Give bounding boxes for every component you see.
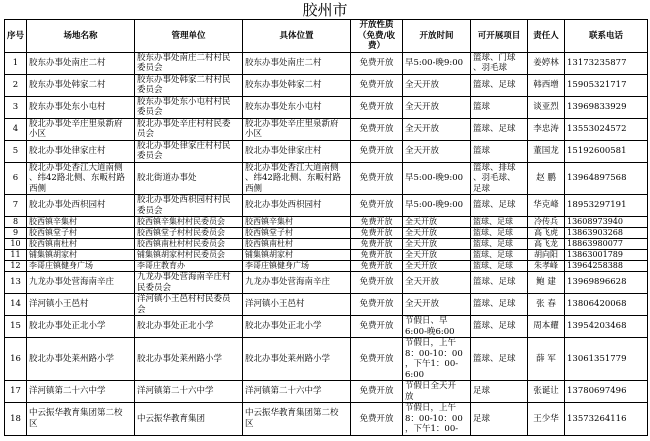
cell-unit: 铺集镇胡家村村民委员会 — [135, 250, 243, 261]
cell-phone: 13061351779 — [565, 338, 648, 381]
cell-phone: 13806420068 — [565, 294, 648, 316]
cell-name: 洋河镇第二十六中学 — [27, 381, 135, 403]
cell-time: 早5:00-晚9:00 — [403, 162, 471, 195]
cell-location: 胶北办事处莱州路小学 — [243, 338, 351, 381]
cell-phone: 13954203468 — [565, 316, 648, 338]
cell-person: 董国龙 — [528, 140, 565, 162]
cell-unit: 胶北办事处西枳园村村民 委员会 — [135, 195, 243, 217]
cell-projects: 篮球、足球 — [471, 294, 528, 316]
table-row — [5, 338, 648, 381]
cell-phone: 13780697496 — [565, 381, 648, 403]
header-unit: 管理单位 — [135, 20, 243, 53]
cell-person: 张 春 — [528, 294, 565, 316]
cell-location: 李哥庄镇健身广场 — [243, 261, 351, 272]
cell-no: 2 — [5, 74, 27, 96]
cell-fee: 免费开放 — [351, 261, 403, 272]
table-body — [5, 52, 648, 435]
cell-person: 周本耀 — [528, 316, 565, 338]
cell-location: 胶西镇堂子村 — [243, 228, 351, 239]
cell-time: 早5:00-晚9:00 — [403, 52, 471, 74]
cell-projects: 篮球、门球 、羽毛球 — [471, 52, 528, 74]
cell-phone: 13969896628 — [565, 272, 648, 294]
cell-fee: 免费开放 — [351, 338, 403, 381]
cell-phone: 13964258388 — [565, 261, 648, 272]
cell-time: 节假日全天开 放 — [403, 381, 471, 403]
cell-phone: 13863903268 — [565, 228, 648, 239]
cell-name: 胶东办事处南庄二村 — [27, 52, 135, 74]
cell-location: 胶北办事处正北小学 — [243, 316, 351, 338]
cell-unit: 胶东办事处南庄二村村民 委员会 — [135, 52, 243, 74]
cell-person: 张诞让 — [528, 381, 565, 403]
cell-person: 薛 军 — [528, 338, 565, 381]
cell-unit: 胶西镇南杜村村民委员会 — [135, 239, 243, 250]
cell-person: 赵 鹏 — [528, 162, 565, 195]
cell-fee: 免费开放 — [351, 162, 403, 195]
cell-projects: 篮球、足球 — [471, 338, 528, 381]
cell-fee: 免费开放 — [351, 52, 403, 74]
cell-phone: 13553024572 — [565, 118, 648, 140]
cell-unit: 九龙办事处营海南辛庄村 民委员会 — [135, 272, 243, 294]
cell-fee: 免费开放 — [351, 403, 403, 436]
cell-unit: 胶西镇辛集村村民委员会 — [135, 217, 243, 228]
table-row — [5, 239, 648, 250]
cell-no: 18 — [5, 403, 27, 436]
table-row — [5, 195, 648, 217]
cell-projects: 篮球 — [471, 140, 528, 162]
cell-location: 洋河镇第二十六中学 — [243, 381, 351, 403]
table-row — [5, 140, 648, 162]
cell-person: 姜婷林 — [528, 52, 565, 74]
cell-location: 九龙办事处营海南辛庄 — [243, 272, 351, 294]
cell-time: 节假日，上午 8：00-10：00 ，下午1：00- — [403, 403, 471, 436]
cell-location: 铺集镇胡家村 — [243, 250, 351, 261]
cell-location: 胶北办事处香江大道南侧 、纬42路北侧、东畈村路 西侧 — [243, 162, 351, 195]
table-row — [5, 261, 648, 272]
cell-projects: 篮球、足球 — [471, 74, 528, 96]
cell-no: 8 — [5, 217, 27, 228]
cell-name: 胶北办事处莱州路小学 — [27, 338, 135, 381]
cell-location: 洋河镇小王邑村 — [243, 294, 351, 316]
cell-projects: 足球 — [471, 403, 528, 436]
cell-location: 胶北办事处西枳园村 — [243, 195, 351, 217]
cell-unit: 胶北办事处辛庄村村民委 员会 — [135, 118, 243, 140]
cell-name: 胶北办事处西枳园村 — [27, 195, 135, 217]
cell-name: 胶北办事处香江大道南侧 、纬42路北侧、东畈村路 西侧 — [27, 162, 135, 195]
cell-location: 胶北办事处律家庄村 — [243, 140, 351, 162]
cell-unit: 胶北办事处律家庄村村民 委员会 — [135, 140, 243, 162]
cell-time: 全天开放 — [403, 228, 471, 239]
cell-unit: 中云振华教育集团 — [135, 403, 243, 436]
cell-fee: 免费开放 — [351, 272, 403, 294]
cell-no: 4 — [5, 118, 27, 140]
cell-time: 全天开放 — [403, 140, 471, 162]
cell-name: 胶东办事处东小屯村 — [27, 96, 135, 118]
venue-table — [4, 19, 648, 436]
cell-time: 全天开放 — [403, 261, 471, 272]
cell-projects: 足球 — [471, 381, 528, 403]
cell-no: 1 — [5, 52, 27, 74]
header-fee: 开放性质 （免费/收 费） — [351, 20, 403, 53]
cell-projects: 篮球、足球 — [471, 118, 528, 140]
cell-location: 胶西镇辛集村 — [243, 217, 351, 228]
cell-projects: 篮球、足球 — [471, 228, 528, 239]
cell-person: 李忠涛 — [528, 118, 565, 140]
cell-name: 胶西镇辛集村 — [27, 217, 135, 228]
cell-fee: 免费开放 — [351, 316, 403, 338]
cell-location: 胶北办事处辛庄里泉新府 小区 — [243, 118, 351, 140]
cell-no: 11 — [5, 250, 27, 261]
cell-phone: 15905321717 — [565, 74, 648, 96]
cell-location: 中云振华教育集团第二校 区 — [243, 403, 351, 436]
cell-phone: 13863001789 — [565, 250, 648, 261]
table-row — [5, 52, 648, 74]
table-row — [5, 217, 648, 228]
header-row — [5, 20, 648, 53]
cell-person: 王少华 — [528, 403, 565, 436]
cell-fee: 免费开放 — [351, 96, 403, 118]
table-row — [5, 294, 648, 316]
cell-person: 高飞龙 — [528, 239, 565, 250]
cell-phone: 13573264116 — [565, 403, 648, 436]
header-name: 场地名称 — [27, 20, 135, 53]
cell-name: 胶北办事处律家庄村 — [27, 140, 135, 162]
cell-time: 全天开放 — [403, 96, 471, 118]
cell-name: 洋河镇小王邑村 — [27, 294, 135, 316]
cell-unit: 李哥庄教育办 — [135, 261, 243, 272]
table-row — [5, 381, 648, 403]
header-time: 开放时间 — [403, 20, 471, 53]
cell-phone: 13969833929 — [565, 96, 648, 118]
cell-fee: 免费开放 — [351, 74, 403, 96]
cell-phone: 18953297191 — [565, 195, 648, 217]
page-title: 胶州市 — [302, 1, 348, 19]
cell-unit: 胶东办事处韩家二村村民 委员会 — [135, 74, 243, 96]
cell-person: 胡向阳 — [528, 250, 565, 261]
cell-unit: 胶北办事处正北小学 — [135, 316, 243, 338]
cell-person: 谈亚烈 — [528, 96, 565, 118]
cell-name: 胶西镇堂子村 — [27, 228, 135, 239]
cell-name: 铺集镇胡家村 — [27, 250, 135, 261]
cell-no: 15 — [5, 316, 27, 338]
cell-person: 朱孝峰 — [528, 261, 565, 272]
cell-time: 全天开放 — [403, 118, 471, 140]
cell-phone: 15192600581 — [565, 140, 648, 162]
cell-projects: 篮球 — [471, 96, 528, 118]
cell-name: 中云振华教育集团第二校 区 — [27, 403, 135, 436]
cell-time: 节假日、早 6:00-晚6:00 — [403, 316, 471, 338]
cell-no: 16 — [5, 338, 27, 381]
cell-time: 全天开放 — [403, 294, 471, 316]
cell-projects: 篮球、足球 — [471, 261, 528, 272]
cell-unit: 胶东办事处东小屯村村民 委员会 — [135, 96, 243, 118]
cell-fee: 免费开放 — [351, 294, 403, 316]
header-no: 序号 — [5, 20, 27, 53]
cell-unit: 胶北办事处莱州路小学 — [135, 338, 243, 381]
table-row — [5, 316, 648, 338]
cell-time: 全天开放 — [403, 239, 471, 250]
cell-name: 胶东办事处韩家二村 — [27, 74, 135, 96]
cell-phone: 13173235877 — [565, 52, 648, 74]
cell-no: 13 — [5, 272, 27, 294]
table-row — [5, 228, 648, 239]
table-row — [5, 162, 648, 195]
cell-time: 全天开放 — [403, 272, 471, 294]
header-projects: 可开展项目 — [471, 20, 528, 53]
cell-person: 冷传兵 — [528, 217, 565, 228]
cell-unit: 胶西镇堂子村村民委员会 — [135, 228, 243, 239]
cell-no: 12 — [5, 261, 27, 272]
cell-fee: 免费开放 — [351, 118, 403, 140]
cell-no: 7 — [5, 195, 27, 217]
cell-name: 李哥庄镇健身广场 — [27, 261, 135, 272]
cell-location: 胶东办事处东小屯村 — [243, 96, 351, 118]
cell-person: 鲍 建 — [528, 272, 565, 294]
cell-no: 17 — [5, 381, 27, 403]
cell-projects: 篮球、足球 — [471, 239, 528, 250]
header-location: 具体位置 — [243, 20, 351, 53]
cell-location: 胶东办事处南庄二村 — [243, 52, 351, 74]
table-row — [5, 250, 648, 261]
cell-no: 6 — [5, 162, 27, 195]
cell-no: 9 — [5, 228, 27, 239]
cell-unit: 洋河镇小王邑村村民委员 会 — [135, 294, 243, 316]
cell-name: 胶西镇南杜村 — [27, 239, 135, 250]
cell-time: 早5:00-晚9:00 — [403, 195, 471, 217]
cell-no: 5 — [5, 140, 27, 162]
table-row — [5, 96, 648, 118]
cell-person: 高飞虎 — [528, 228, 565, 239]
cell-name: 九龙办事处营海南辛庄 — [27, 272, 135, 294]
cell-fee: 免费开放 — [351, 217, 403, 228]
cell-projects: 篮球、足球 — [471, 250, 528, 261]
cell-phone: 13608973940 — [565, 217, 648, 228]
cell-projects: 篮球、足球 — [471, 195, 528, 217]
cell-unit: 洋河镇第二十六中学 — [135, 381, 243, 403]
table-row — [5, 118, 648, 140]
cell-unit: 胶北街道办事处 — [135, 162, 243, 195]
table-row — [5, 272, 648, 294]
header-person: 责任人 — [528, 20, 565, 53]
cell-fee: 免费开放 — [351, 228, 403, 239]
cell-projects: 篮球、足球 — [471, 272, 528, 294]
cell-fee: 免费开放 — [351, 381, 403, 403]
cell-no: 3 — [5, 96, 27, 118]
cell-time: 全天开放 — [403, 250, 471, 261]
cell-name: 胶北办事处正北小学 — [27, 316, 135, 338]
cell-phone: 18863980077 — [565, 239, 648, 250]
cell-fee: 免费开放 — [351, 140, 403, 162]
cell-location: 胶东办事处韩家二村 — [243, 74, 351, 96]
cell-projects: 篮球、足球 — [471, 316, 528, 338]
cell-time: 节假日，上午 8：00-10：00 ，下午1：00- 6:00 — [403, 338, 471, 381]
cell-phone: 13964897568 — [565, 162, 648, 195]
cell-projects: 篮球、排球 、羽毛球、 足球 — [471, 162, 528, 195]
cell-location: 胶西镇南杜村 — [243, 239, 351, 250]
cell-time: 全天开放 — [403, 74, 471, 96]
cell-time: 全天开放 — [403, 217, 471, 228]
table-row — [5, 74, 648, 96]
table-row — [5, 403, 648, 436]
cell-person: 华克峰 — [528, 195, 565, 217]
cell-person: 韩西增 — [528, 74, 565, 96]
cell-fee: 免费开放 — [351, 195, 403, 217]
cell-name: 胶北办事处辛庄里泉新府 小区 — [27, 118, 135, 140]
cell-fee: 免费开放 — [351, 250, 403, 261]
cell-no: 10 — [5, 239, 27, 250]
cell-fee: 免费开放 — [351, 239, 403, 250]
header-phone: 联系电话 — [565, 20, 648, 53]
cell-projects: 篮球、足球 — [471, 217, 528, 228]
cell-no: 14 — [5, 294, 27, 316]
